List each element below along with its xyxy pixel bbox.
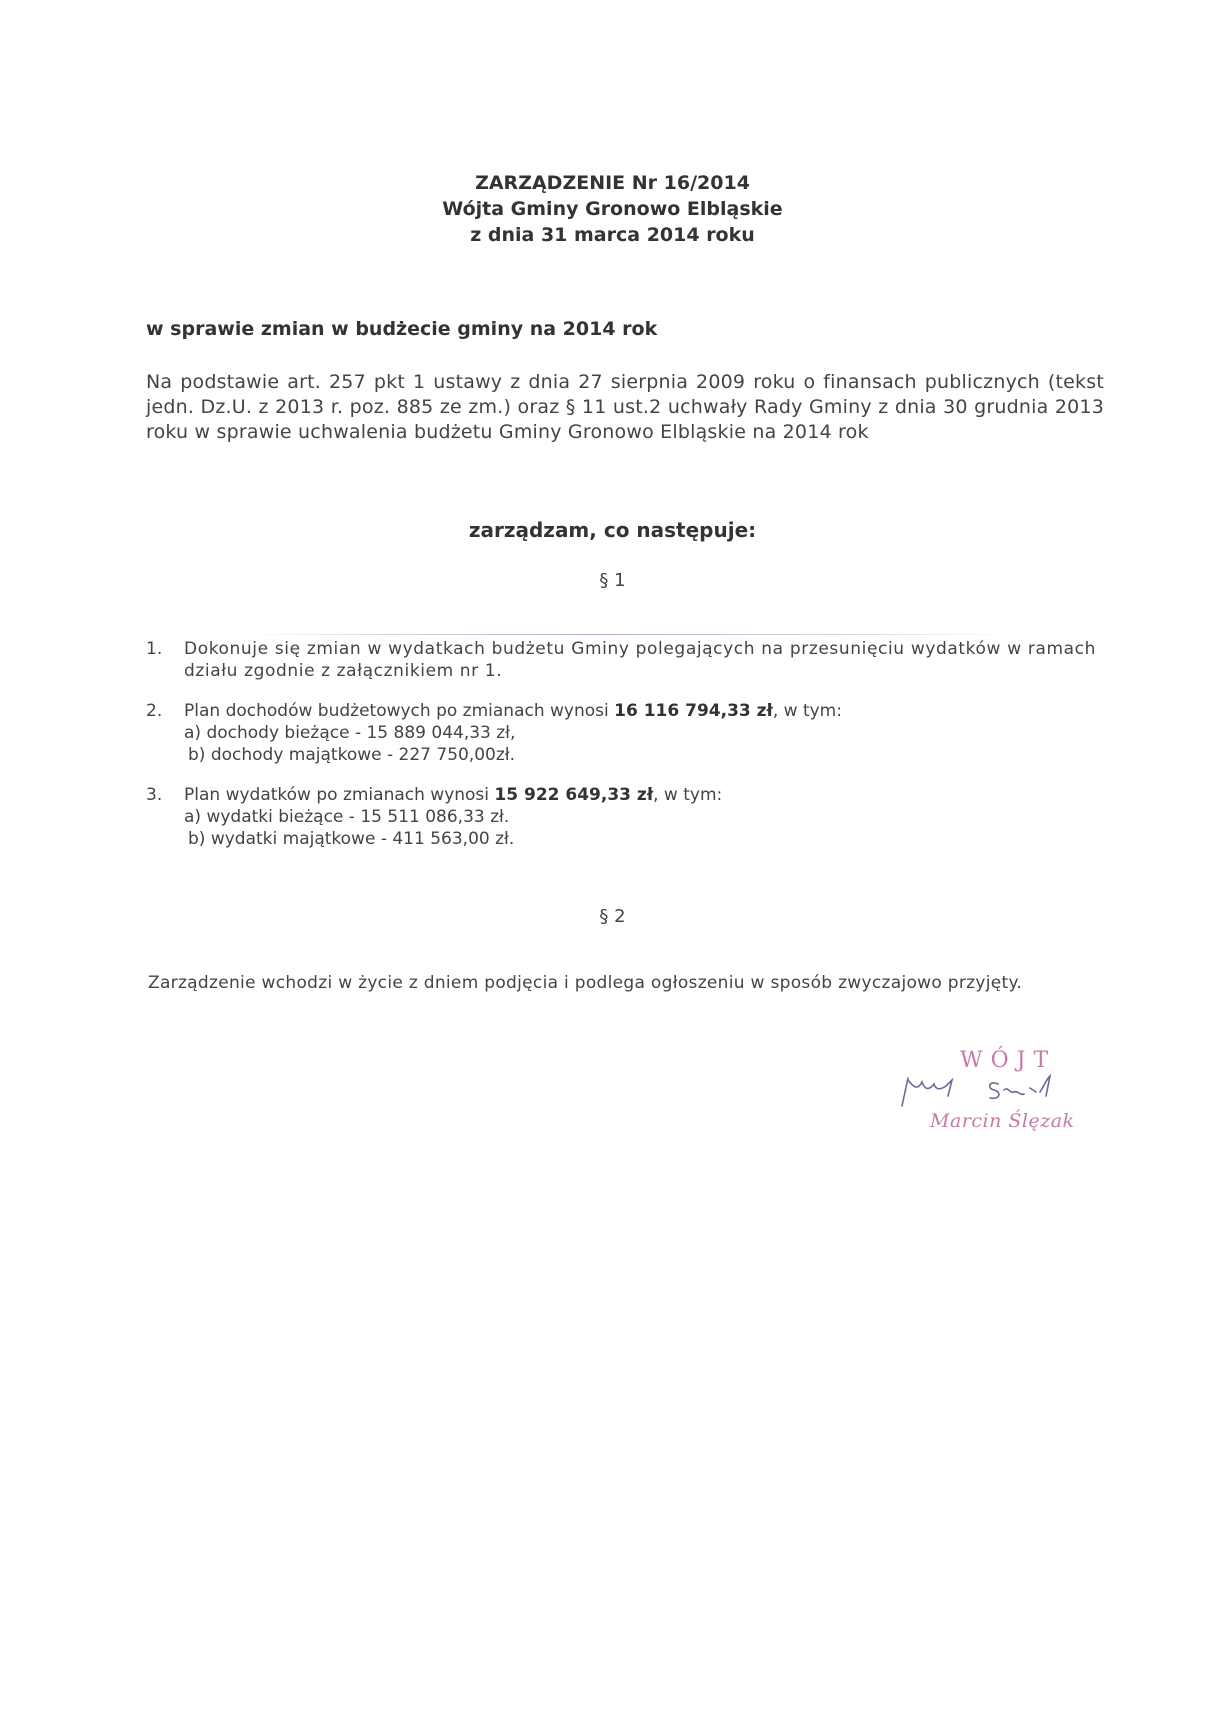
item-number: 3. — [146, 785, 163, 805]
official-stamp — [890, 1048, 1110, 1158]
revenue-plan-suffix: , w tym: — [772, 701, 842, 721]
current-revenue: a) dochody bieżące - 15 889 044,33 zł, — [184, 723, 516, 743]
expenditure-plan-suffix: , w tym: — [653, 785, 723, 805]
handwritten-signature — [890, 1066, 1090, 1116]
section-2-symbol: § 2 — [599, 906, 626, 927]
ordinance-number: ZARZĄDZENIE Nr 16/2014 — [475, 172, 750, 194]
decree-statement: zarządzam, co następuje: — [468, 518, 757, 542]
current-expenditure: a) wydatki bieżące - 15 511 086,33 zł. — [184, 807, 510, 827]
section-1-list — [146, 638, 1096, 868]
expenditure-plan-prefix: Plan wydatków po zmianach wynosi — [184, 785, 495, 805]
entry-into-force-text: Zarządzenie wchodzi w życie z dniem podjęcia i podlega ogłoszeniu w sposób zwyczajowo przyjęty. — [148, 973, 1023, 993]
expenditure-plan-amount: 15 922 649,33 zł — [494, 785, 654, 805]
section-1-symbol: § 1 — [599, 570, 626, 591]
ordinance-date: z dnia 31 marca 2014 roku — [470, 224, 755, 246]
item-number: 2. — [146, 701, 163, 721]
ordinance-issuer: Wójta Gminy Gronowo Elbląskie — [442, 198, 783, 220]
stamp-title: WÓJT — [960, 1048, 1057, 1073]
capital-revenue: b) dochody majątkowe - 227 750,00zł. — [188, 745, 516, 765]
capital-expenditure: b) wydatki majątkowe - 411 563,00 zł. — [188, 829, 515, 849]
scan-artifact-line — [250, 634, 1010, 635]
list-item — [146, 700, 1096, 766]
ordinance-subject: w sprawie zmian w budżecie gminy na 2014 rok — [146, 318, 658, 340]
list-item — [146, 784, 1096, 850]
item-number: 1. — [146, 639, 163, 659]
item-text — [184, 784, 1096, 806]
stamp-name: Marcin Ślęzak — [930, 1110, 1075, 1132]
item-text: Dokonuje się zmian w wydatkach budżetu Gminy polegających na przesunięciu wydatków w ramach działu zgodnie z załącznikiem nr 1. — [184, 639, 1096, 681]
list-item — [146, 638, 1096, 682]
item-text — [184, 700, 1096, 722]
revenue-plan-amount: 16 116 794,33 zł — [614, 701, 773, 721]
legal-basis: Na podstawie art. 257 pkt 1 ustawy z dnia 27 sierpnia 2009 roku o finansach publicznych (tekst jedn. Dz.U. z 2013 r. poz. 885 ze zm.) oraz § 11 ust.2 uchwały Rady Gminy z dnia 30 grudnia 2013 roku w sprawie uchwalenia budżetu Gminy Gronowo Elbląskie na 2014 rok — [146, 371, 1104, 443]
document-header — [0, 170, 1225, 248]
revenue-plan-prefix: Plan dochodów budżetowych po zmianach wynosi — [184, 701, 615, 721]
